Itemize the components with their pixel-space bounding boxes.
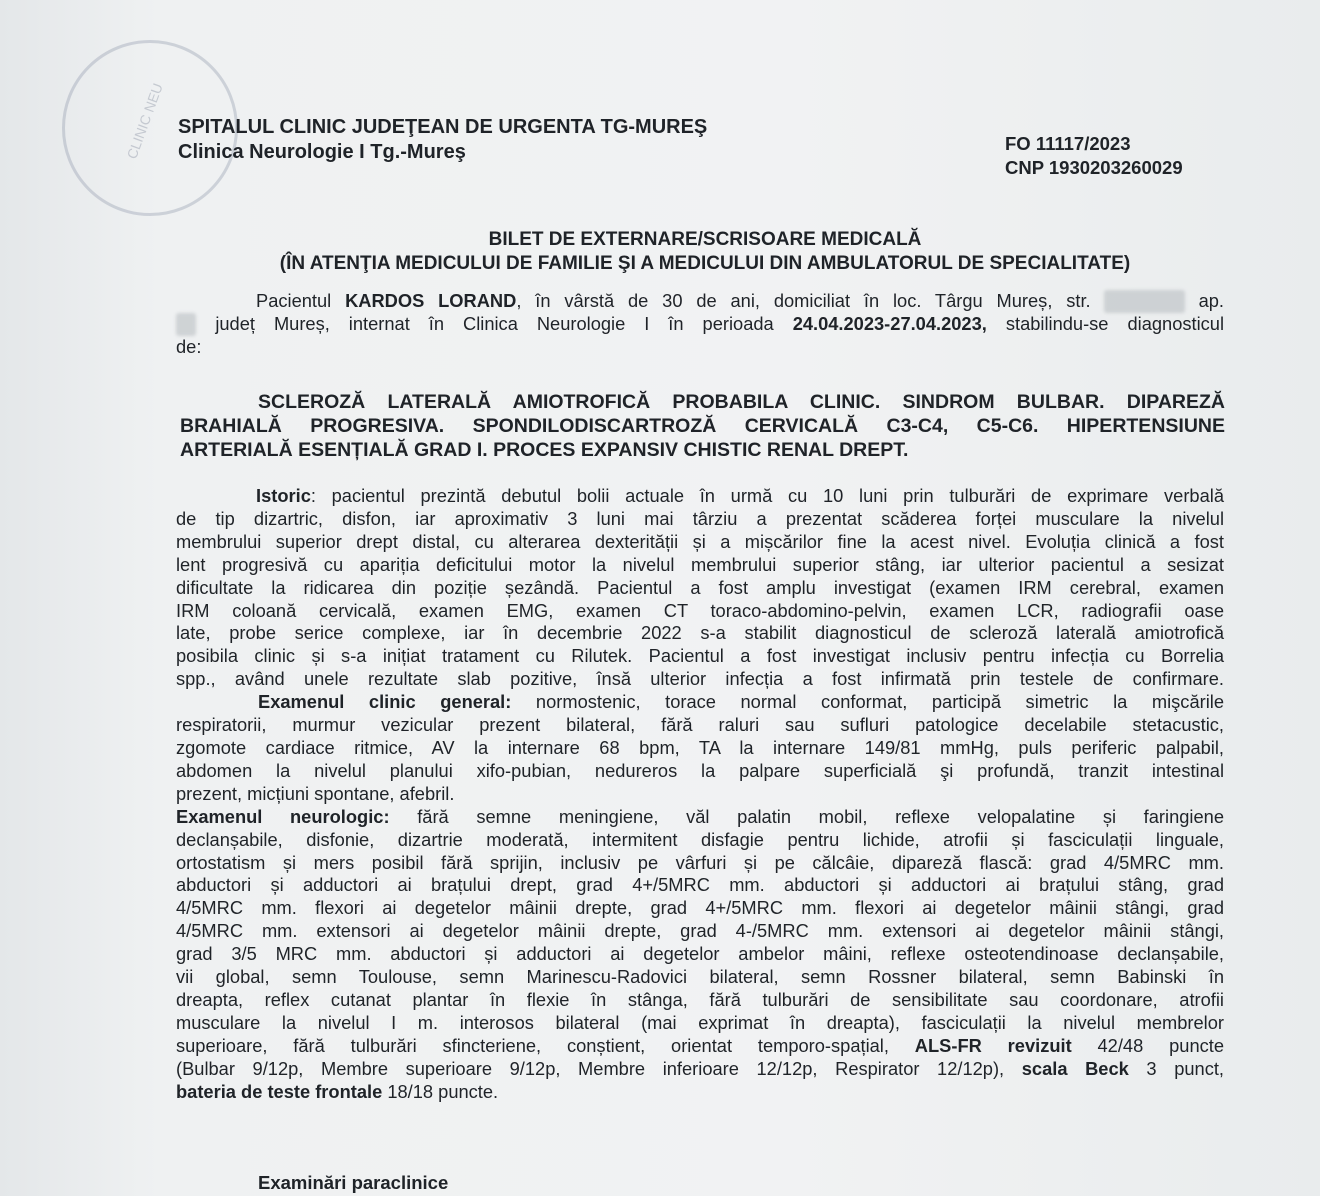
diagnosis-line-1: SCLEROZĂ LATERALĂ AMIOTROFICĂ PROBABILA CLINIC. SINDROM BULBAR. DIPAREZĂ [258,391,1225,413]
hospital-header [178,115,707,165]
neuro-line: grad 3/5 MRC mm. abductori și adductori ai degetelor ambelor mâini, reflexe osteotendinoase declanșabile, [176,943,1224,965]
personal-code: CNP 1930203260029 [1005,157,1183,178]
history-line: IRM coloană cervicală, examen EMG, examen CT toraco-abdomino-pelvin, examen LCR, radiografii oase [176,599,1224,621]
paraclinical-heading: Examinări paraclinice [258,1172,449,1193]
patient-line-1: Pacientul KARDOS LORAND, în vârstă de 30 de ani, domiciliat în loc. Târgu Mureș, str. ap. [256,290,1224,311]
frontal-tests-label: bateria de teste frontale [176,1080,383,1102]
diagnosis-line-2: BRAHIALĂ PROGRESIVA. SPONDILODISCARTROZĂ CERVICALĂ C3-C4, C5-C6. HIPERTENSIUNE [180,415,1225,437]
neuro-line: dreapta, reflex cutanat plantar în flexie în stânga, fără tulburări de sensibilitate sau coordonare, atrofii [176,988,1224,1010]
history-line: membrului superior drept distal, cu alterarea dexterității și a mișcărilor fine la acest nivel. Evoluția clinică a fost [176,530,1224,552]
clinical-line: prezent, micțiuni spontane, afebril. [176,782,455,804]
redacted-street [1104,290,1184,313]
document-title [190,228,1220,276]
history-line: Istoric: pacientul prezintă debutul bolii actuale în urmă cu 10 luni prin tulburări de exprimare verbală [256,485,1224,506]
clinical-label: Examenul clinic general: [258,691,512,713]
patient-paragraph [176,290,1224,359]
patient-line-2: județ Mureș, internat în Clinica Neurologie I în perioada 24.04.2023-27.04.2023, stabilindu-se diagnosticul [176,313,1224,336]
diagnosis-line-3: ARTERIALĂ ESENȚIALĂ GRAD I. PROCES EXPANSIV CHISTIC RENAL DREPT. [180,439,909,461]
title-line-1: BILET DE EXTERNARE/SCRISOARE MEDICALĂ [488,229,922,250]
neuro-label: Examenul neurologic: [176,805,390,827]
clinical-line: respiratorii, murmur vezicular prezent bilateral, fără raluri sau sufluri patologice decelabile stetacustic, [176,714,1224,736]
neuro-line: vii global, semn Toulouse, semn Marinescu-Radovici bilateral, semn Rossner bilateral, semn Babinski în [176,966,1224,988]
title-line-2: (ÎN ATENŢIA MEDICULUI DE FAMILIE ŞI A MEDICULUI DIN AMBULATORUL DE SPECIALITATE) [279,253,1131,274]
beck-label: scala Beck [1021,1057,1129,1079]
history-line: spp., având unele rezultate slab pozitive, însă ulterior infecția a fost infirmată prin testele de confirmare. [176,668,1224,690]
history-label: Istoric [256,485,311,506]
clinical-line: abdomen la nivelul planului xifo-pubian, nedureros la palpare superficială şi profundă, tranzit intestinal [176,759,1224,781]
file-identifiers [1005,132,1183,180]
history-line: posibila clinic și s-a inițiat tratament cu Rilutek. Pacientul a fost investigat inclusiv pentru infecția cu Borrelia [176,645,1224,667]
faded-stamp: CLINIC NEU [62,40,238,216]
history-line: late, probe serice complexe, iar în decembrie 2022 s-a stabilit diagnosticul de scleroză laterală amiotrofică [176,622,1224,644]
file-number: FO 11117/2023 [1005,133,1131,154]
admission-period: 24.04.2023-27.04.2023, [792,312,987,334]
alsfr-label: ALS-FR revizuit [914,1034,1072,1056]
redacted-apartment [176,313,196,336]
neuro-line: (Bulbar 9/12p, Membre superioare 9/12p, Membre inferioare 12/12p, Respirator 12/12p), scala Beck 3 punct, [176,1057,1224,1079]
neuro-line: declanșabile, disfonie, dizartrie moderată, intermitent disfagie pentru lichide, atrofii și fasciculații linguale, [176,828,1224,850]
neuro-line: musculare la nivelul I m. interosos bilateral (mai exprimat în dreapta), fasciculații la nivelul membrelor [176,1011,1224,1033]
history-line: lent progresivă cu apariția deficitului motor la nivelul membrului superior stâng, iar ulterior pacientul a sesizat [176,553,1224,575]
history-section [176,485,1224,1103]
clinical-line: zgomote cardiace ritmice, AV la internare 68 bpm, TA la internare 149/81 mmHg, puls periferic palpabil, [176,736,1224,758]
clinical-line: Examenul clinic general: normostenic, torace normal conformat, participă simetric la mişcările [258,691,1224,713]
neuro-line: Examenul neurologic: fără semne meningiene, văl palatin mobil, reflexe velopalatine și faringiene [176,805,1224,827]
history-line: dificultate la ridicarea din poziție șezândă. Pacientul a fost amplu investigat (examen IRM cerebral, examen [176,576,1224,598]
clinic-name: Clinica Neurologie I Tg.-Mureş [178,141,466,163]
neuro-line: 4/5MRC mm. flexori ai degetelor mâinii drepte, grad 4+/5MRC mm. flexori ai degetelor mâinii stângi, grad [176,897,1224,919]
neuro-line: abductori și adductori ai brațului drept, grad 4+/5MRC mm. abductori și adductori ai brațului stâng, grad [176,874,1224,896]
hospital-name: SPITALUL CLINIC JUDEŢEAN DE URGENTA TG-MUREŞ [178,116,708,138]
neuro-line: 4/5MRC mm. extensori ai degetelor mâinii drepte, grad 4-/5MRC mm. extensori ai degetelor mâinii stângi, [176,920,1224,942]
neuro-line: superioare, fără tulburări sfincteriene, conștient, orientat temporo-spațial, ALS-FR revizuit 42/48 puncte [176,1034,1224,1056]
patient-line-3: de: [176,335,202,357]
history-line: de tip dizartric, disfon, iar aproximativ 3 luni mai târziu a prezentat scăderea forței musculare la nivelul [176,507,1224,529]
patient-name: KARDOS LORAND [345,290,517,311]
neuro-line: bateria de teste frontale 18/18 puncte. [176,1080,499,1102]
diagnosis-block [180,390,1225,462]
neuro-line: ortostatism și mers posibil fără sprijin, inclusiv pe vârfuri și pe călcâie, dipareză flască: grad 4/5MRC mm. [176,851,1224,873]
